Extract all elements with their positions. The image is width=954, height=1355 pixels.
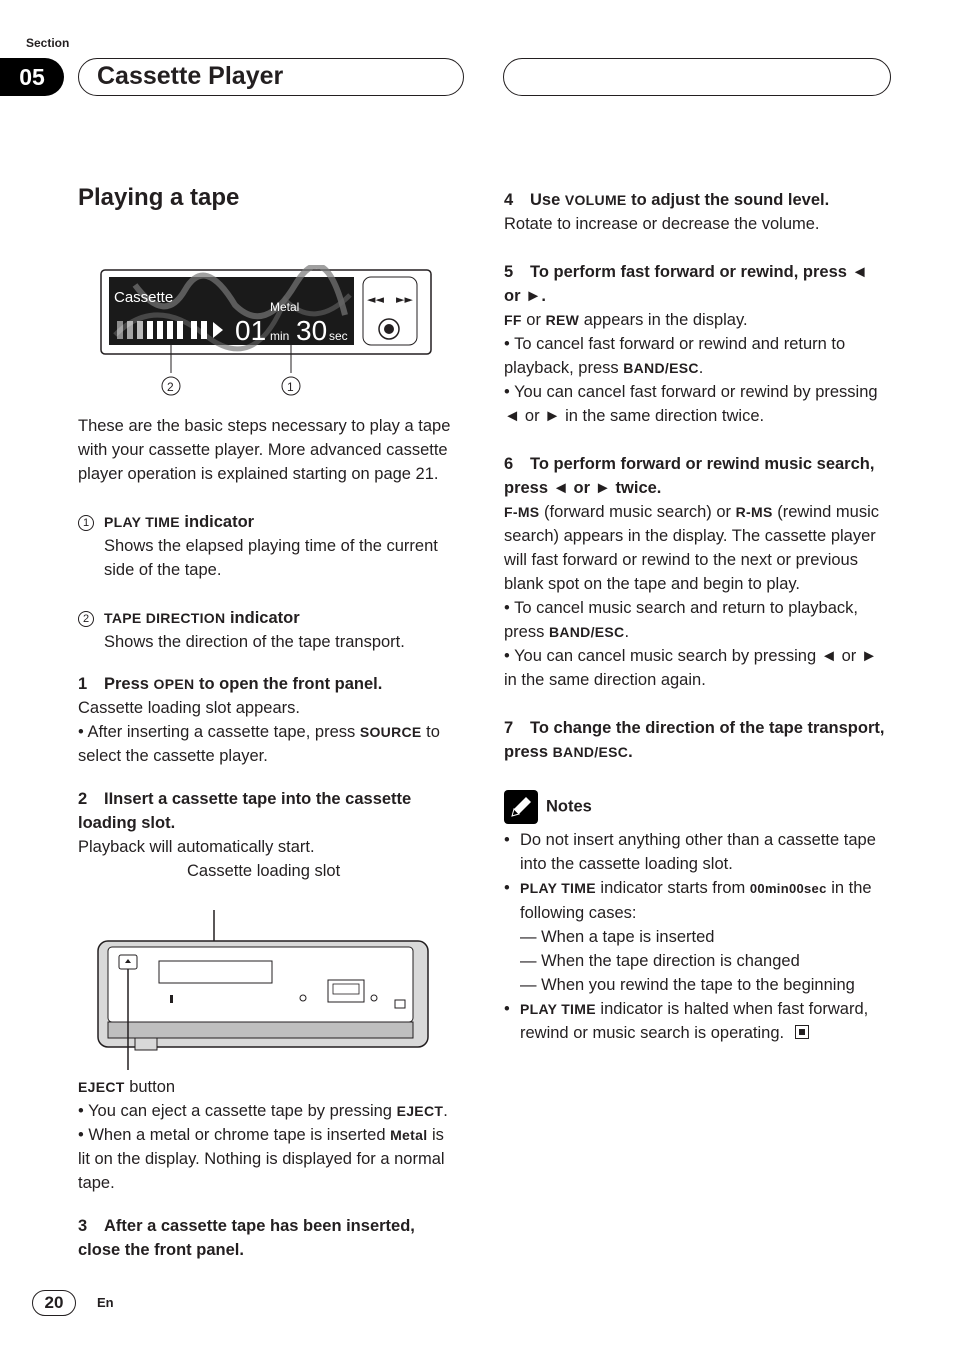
left-column xyxy=(78,414,458,883)
eject-bullet-1: • You can eject a cassette tape by pressing EJECT. xyxy=(78,1102,448,1120)
step-2-title: 2 IInsert a cassette tape into the cassette loading slot. xyxy=(78,790,412,832)
step-7-title: 7 To change the direction of the tape transport, press BAND/ESC. xyxy=(504,719,885,761)
step-5-line1: FF or REW appears in the display. xyxy=(504,311,748,329)
step-6-bullet-1: • To cancel music search and return to playback, press BAND/ESC. xyxy=(504,599,858,641)
step-2-body: Playback will automatically start. xyxy=(78,838,315,856)
rewind-icon: ◄◄ xyxy=(367,293,384,306)
callout-2: 2 xyxy=(167,380,174,394)
note-2: • PLAY TIME indicator starts from 00min00sec in the following cases: xyxy=(504,876,888,925)
display-min-unit: min xyxy=(270,329,290,343)
end-mark-icon xyxy=(795,1025,809,1039)
chapter-title: Cassette Player xyxy=(97,62,284,90)
note-1: • Do not insert anything other than a cassette tape into the cassette loading slot. xyxy=(504,828,888,876)
cassette-slot-figure xyxy=(95,905,435,1075)
page-heading: Playing a tape xyxy=(78,184,240,211)
eject-label: EJECT button xyxy=(78,1078,176,1096)
callout-1: 1 xyxy=(287,380,294,394)
fast-forward-icon: ►► xyxy=(396,293,413,306)
page-number: 20 xyxy=(32,1290,76,1316)
notes-pencil-icon xyxy=(504,790,538,824)
section-number-badge: 05 xyxy=(0,58,64,96)
step-5-bullet-1: • To cancel fast forward or rewind and return to playback, press BAND/ESC. xyxy=(504,335,846,377)
step-6-title: 6 To perform forward or rewind music search, press ◄ or ► twice. xyxy=(504,455,875,497)
step-1-bullet: • After inserting a cassette tape, press SOURCE to select the cassette player. xyxy=(78,723,440,765)
note-3: • PLAY TIME indicator is halted when fast forward, rewind or music search is operating. xyxy=(504,997,888,1045)
display-sec-unit: sec xyxy=(329,329,348,343)
note-2-case-1: — When a tape is inserted xyxy=(520,928,715,946)
note-2-case-2: — When the tape direction is changed xyxy=(520,952,800,970)
step-6-bullet-2: • You can cancel music search by pressing ◄ or ► in the same direction again. xyxy=(504,647,878,689)
display-seconds: 30 xyxy=(296,315,328,346)
indicator-2-desc: Shows the direction of the tape transport. xyxy=(104,633,405,651)
language-label: En xyxy=(97,1295,114,1310)
slot-caption: Cassette loading slot xyxy=(187,862,341,880)
notes-heading-row: Notes xyxy=(504,790,888,824)
section-label: Section xyxy=(26,36,70,50)
display-cassette-text: Cassette xyxy=(114,289,174,306)
intro-paragraph: These are the basic steps necessary to play a tape with your cassette player. More advanced cassette player operation is explained starting on page 21. xyxy=(78,417,451,483)
step-4-body: Rotate to increase or decrease the volume. xyxy=(504,215,820,233)
eject-bullet-2: • When a metal or chrome tape is inserted Metal is lit on the display. Nothing is displayed for a normal tape. xyxy=(78,1126,445,1192)
display-minutes: 01 xyxy=(235,315,267,346)
chapter-title-box xyxy=(78,58,464,96)
indicator-1-desc: Shows the elapsed playing time of the current side of the tape. xyxy=(104,537,438,579)
step-5-title: 5 To perform fast forward or rewind, press ◄ or ►. xyxy=(504,263,868,305)
note-2-case-3: — When you rewind the tape to the beginning xyxy=(520,976,855,994)
step-1-title: 1 Press OPEN to open the front panel. xyxy=(78,675,383,693)
right-column xyxy=(504,188,888,1045)
cassette-display-figure xyxy=(95,265,440,400)
step-4-title: 4 Use VOLUME to adjust the sound level. xyxy=(504,191,830,209)
indicator-1-title: 1 PLAY TIME indicator xyxy=(78,510,458,534)
step-5-bullet-2: • You can cancel fast forward or rewind by pressing ◄ or ► in the same direction twice. xyxy=(504,383,878,425)
step-3-title: 3 After a cassette tape has been inserted, close the front panel. xyxy=(78,1217,415,1259)
left-column-lower xyxy=(78,1075,458,1262)
step-1-body: Cassette loading slot appears. xyxy=(78,699,300,717)
display-metal-text: Metal xyxy=(270,300,300,314)
header-right-box xyxy=(503,58,891,96)
notes-list xyxy=(504,828,888,1045)
indicator-2-title: 2 TAPE DIRECTION indicator xyxy=(78,606,458,630)
step-6-body: F-MS (forward music search) or R-MS (rewind music search) appears in the display. The cassette player will fast forward or rewind to the next or previous blank spot on the tape and begin to play. xyxy=(504,503,879,593)
